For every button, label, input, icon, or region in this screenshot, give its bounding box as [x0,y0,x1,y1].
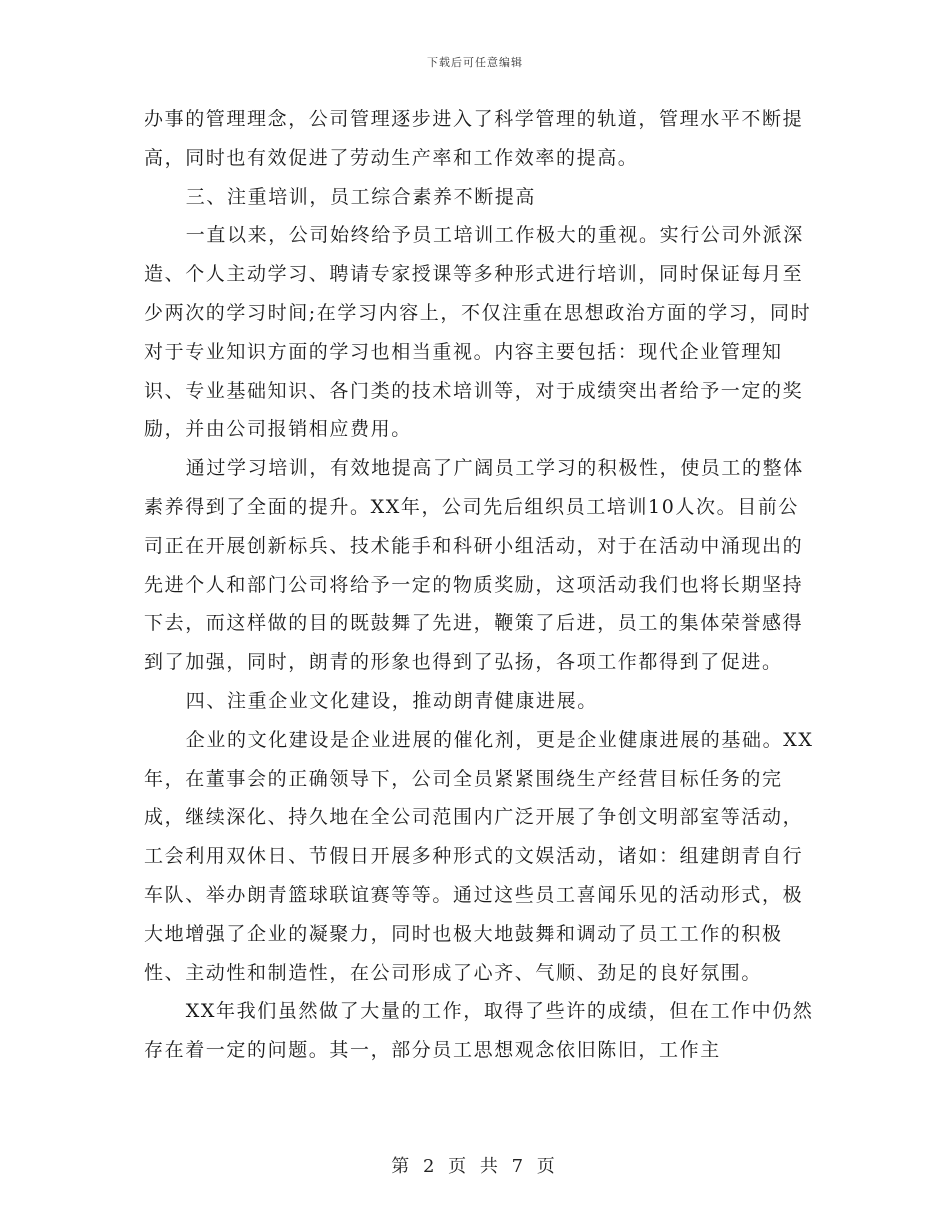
paragraph-1: 办事的管理理念，公司管理逐步进入了科学管理的轨道，管理水平不断提高，同时也有效促进了劳动生产率和工作效率的提高。 [144,108,804,169]
document-body [144,100,819,1070]
section-heading-3: 三、注重培训，员工综合素养不断提高 [185,185,536,208]
paragraph-problems: XX年我们虽然做了大量的工作，取得了些许的成绩，但在工作中仍然存在着一定的问题。其一，部分员工思想观念依旧陈旧，工作主 [144,1000,814,1062]
page-number: 第 2 页 共 7 页 [391,1156,559,1177]
paragraph-training: 一直以来，公司始终给予员工培训工作极大的重视。实行公司外派深造、个人主动学习、聘请专家授课等多种形式进行培训，同时保证每月至少两次的学习时间;在学习内容上，不仅注重在思想政治方面的学习，同时对于专业知识方面的学习也相当重视。内容主要包括：现代企业管理知识、专业基础知识、各门类的技术培训等，对于成绩突出者给予一定的奖励，并由公司报销相应费用。 [144,224,812,441]
paragraph-culture: 企业的文化建设是企业进展的催化剂，更是企业健康进展的基础。XX年，在董事会的正确领导下，公司全员紧紧围绕生产经营目标任务的完成，继续深化、持久地在全公司范围内广泛开展了争创文明部室等活动，工会利用双休日、节假日开展多种形式的文娱活动，诸如：组建朗青自行车队、举办朗青篮球联谊赛等等。通过这些员工喜闻乐见的活动形式，极大地增强了企业的凝聚力，同时也极大地鼓舞和调动了员工工作的积极性、主动性和制造性，在公司形成了心齐、气顺、劲足的良好氛围。 [144,728,814,984]
section-heading-4: 四、注重企业文化建设，推动朗青健康进展。 [185,689,598,712]
paragraph-training-results: 通过学习培训，有效地提高了广阔员工学习的积极性，使员工的整体素养得到了全面的提升。XX年，公司先后组织员工培训10人次。目前公司正在开展创新标兵、技术能手和科研小组活动，对于在活动中涌现出的先进个人和部门公司将给予一定的物质奖励，这项活动我们也将长期坚持下去，而这样做的目的既鼓舞了先进，鞭策了后进，员工的集体荣誉感得到了加强，同时，朗青的形象也得到了弘扬，各项工作都得到了促进。 [144,457,804,674]
header-note: 下载后可任意编辑 [427,56,523,69]
